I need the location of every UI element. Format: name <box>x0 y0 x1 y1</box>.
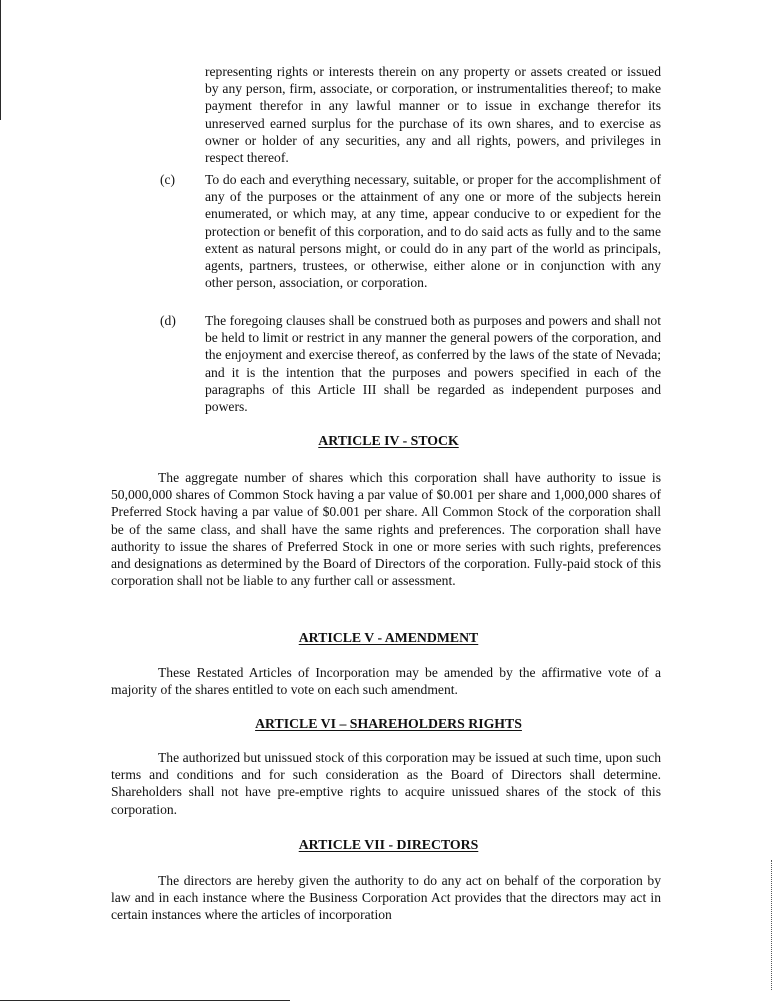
article-vii-heading <box>0 836 777 853</box>
article-v-body: These Restated Articles of Incorporation may be amended by the affirmative vote of a majority of the shares entitled to vote on each such amendment. <box>111 665 661 698</box>
clause-c-label: (c) <box>160 172 176 187</box>
clause-c-text: To do each and everything necessary, suitable, or proper for the accomplishment of any of the purposes or the attainment of any one or more of the subjects herein enumerated, or which may, at any time, appear conducive to or expedient for the protection or benefit of this corporation, and to do said acts as fully and to the same extent as natural persons might, or could do in any part of the world as principals, agents, partners, trustees, or otherwise, either alone or in conjunction with any other person, association, or corporation. <box>205 172 661 291</box>
article-v-heading-text: ARTICLE V - AMENDMENT <box>298 630 479 645</box>
article-v-heading <box>0 629 777 646</box>
article-vi-body: The authorized but unissued stock of this corporation may be issued at such time, upon such terms and conditions and for such consideration as the Board of Directors shall determine. Shareholders shall not have pre-emptive rights to acquire unissued shares of the stock of this corporation. <box>111 750 661 817</box>
article-iv-body: The aggregate number of shares which this corporation shall have authority to issue is 50,000,000 shares of Common Stock having a par value of $0.001 per share and 1,000,000 shares of Preferred Stock having a par value of $0.001 per share. All Common Stock of the corporation shall be of the same class, and shall have the same rights and preferences. The corporation shall have authority to issue the shares of Preferred Stock in one or more series with such rights, preferences and designations as determined by the Board of Directors of the corporation. Fully-paid stock of this corporation shall not be liable to any further call or assessment. <box>111 470 661 589</box>
article-vi-heading <box>0 715 777 732</box>
article-iv-heading <box>0 432 777 449</box>
scan-edge-left <box>0 0 1 120</box>
scan-edge-bottom <box>0 1000 290 1001</box>
article-iv-heading-text: ARTICLE IV - STOCK <box>318 433 459 448</box>
clause-d-text: The foregoing clauses shall be construed both as purposes and powers and shall not be held to limit or restrict in any manner the general powers of the corporation, and the enjoyment and exercise thereof, as conferred by the laws of the state of Nevada; and it is the intention that the purposes and powers specified in each of the paragraphs of this Article III shall be regarded as independent purposes and powers. <box>205 313 661 415</box>
article-vii-body: The directors are hereby given the authority to do any act on behalf of the corporation by law and in each instance where the Business Corporation Act provides that the directors may act in certain instances where the articles of incorporation <box>111 873 661 923</box>
clause-b-continuation: representing rights or interests therein on any property or assets created or issued by any person, firm, associate, or corporation, or instrumentalities thereof; to make payment therefor in any lawful manner or to issue in exchange therefor its unreserved earned surplus for the purchase of its own shares, and to exercise as owner or holder of any securities, any and all rights, powers, and privileges in respect thereof. <box>205 64 661 166</box>
article-vii-heading-text: ARTICLE VII - DIRECTORS <box>298 837 479 852</box>
scan-edge-right <box>771 860 772 990</box>
article-vi-heading-text: ARTICLE VI – SHAREHOLDERS RIGHTS <box>255 716 522 731</box>
clause-d-label: (d) <box>160 313 176 328</box>
